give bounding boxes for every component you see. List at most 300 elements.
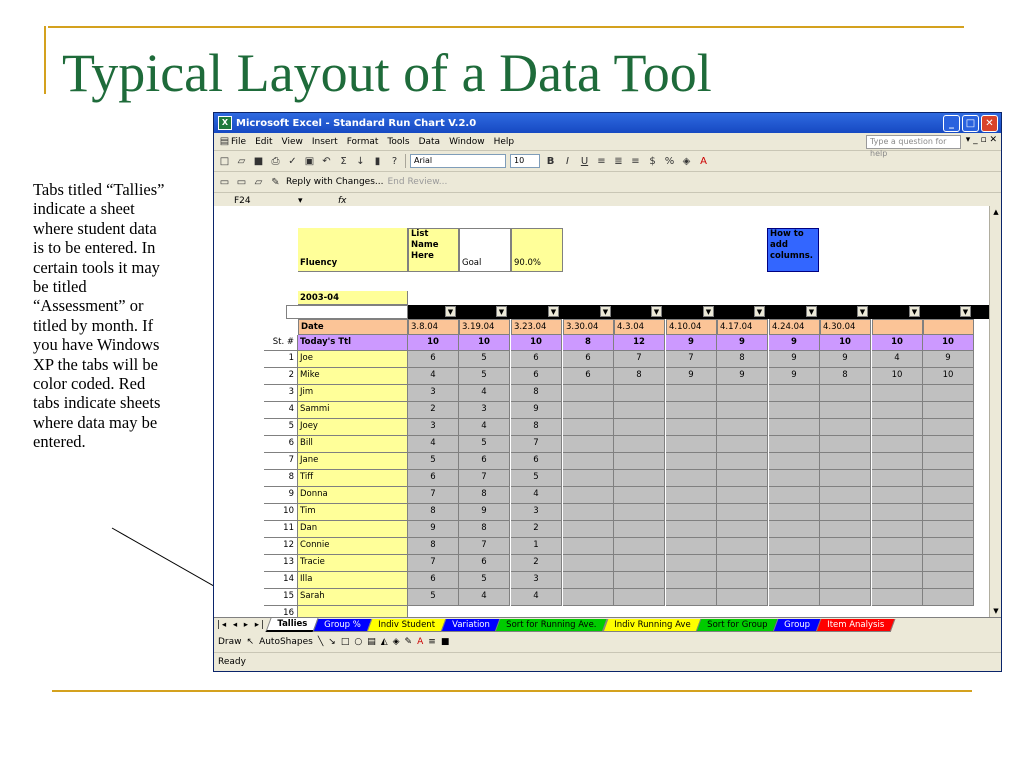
score-cell[interactable]: 7 bbox=[511, 436, 562, 453]
score-cell[interactable]: 6 bbox=[459, 555, 510, 572]
score-cell[interactable]: 6 bbox=[459, 453, 510, 470]
score-cell[interactable]: 3 bbox=[408, 419, 459, 436]
score-cell[interactable] bbox=[717, 419, 768, 436]
student-name[interactable]: Connie bbox=[298, 538, 408, 555]
student-name[interactable]: Mike bbox=[298, 368, 408, 385]
score-cell[interactable]: 6 bbox=[511, 368, 562, 385]
student-number[interactable]: 2 bbox=[264, 368, 298, 385]
student-number[interactable]: 9 bbox=[264, 487, 298, 504]
score-cell[interactable] bbox=[769, 402, 820, 419]
wordart-icon[interactable]: ◭ bbox=[380, 637, 388, 647]
score-cell[interactable]: 8 bbox=[511, 385, 562, 402]
score-cell[interactable] bbox=[666, 436, 717, 453]
score-cell[interactable]: 4 bbox=[459, 419, 510, 436]
menu-window[interactable]: Window bbox=[449, 136, 485, 147]
goal-value-cell[interactable]: 90.0% bbox=[511, 228, 563, 272]
student-name[interactable] bbox=[298, 606, 408, 617]
score-cell[interactable] bbox=[923, 385, 974, 402]
student-name[interactable]: Joe bbox=[298, 351, 408, 368]
score-cell[interactable]: 7 bbox=[666, 351, 717, 368]
score-cell[interactable] bbox=[872, 555, 923, 572]
filter-dropdown-icon[interactable]: ▼ bbox=[806, 306, 817, 317]
fill-color-icon-2[interactable]: ◈ bbox=[392, 637, 400, 647]
score-cell[interactable] bbox=[820, 385, 871, 402]
sort-icon[interactable]: ↓ bbox=[356, 155, 365, 167]
date-cell[interactable]: 3.19.04 bbox=[459, 319, 510, 335]
score-cell[interactable]: 6 bbox=[511, 453, 562, 470]
student-name[interactable]: Tiff bbox=[298, 470, 408, 487]
score-cell[interactable]: 2 bbox=[408, 402, 459, 419]
total-cell[interactable]: 9 bbox=[666, 335, 717, 351]
score-cell[interactable]: 8 bbox=[511, 419, 562, 436]
name-box[interactable]: F24 bbox=[234, 195, 251, 206]
sheet-tab-sort-for-running-ave[interactable] bbox=[495, 619, 608, 632]
score-cell[interactable] bbox=[563, 402, 614, 419]
score-cell[interactable]: 4 bbox=[408, 368, 459, 385]
score-cell[interactable]: 2 bbox=[511, 521, 562, 538]
student-number[interactable]: 14 bbox=[264, 572, 298, 589]
score-cell[interactable]: 7 bbox=[459, 538, 510, 555]
spreadsheet-grid[interactable] bbox=[214, 206, 989, 617]
scroll-down-icon[interactable]: ▼ bbox=[990, 605, 1002, 617]
score-cell[interactable]: 4 bbox=[872, 351, 923, 368]
score-cell[interactable] bbox=[666, 589, 717, 606]
score-cell[interactable] bbox=[666, 538, 717, 555]
score-cell[interactable]: 9 bbox=[769, 368, 820, 385]
filter-dropdown-icon[interactable]: ▼ bbox=[703, 306, 714, 317]
date-cell[interactable] bbox=[872, 319, 923, 335]
score-cell[interactable] bbox=[923, 555, 974, 572]
score-cell[interactable] bbox=[614, 487, 665, 504]
score-cell[interactable]: 7 bbox=[408, 555, 459, 572]
score-cell[interactable] bbox=[769, 521, 820, 538]
score-cell[interactable] bbox=[563, 504, 614, 521]
score-cell[interactable]: 5 bbox=[459, 351, 510, 368]
fill-color-icon[interactable]: ◈ bbox=[682, 155, 691, 167]
score-cell[interactable] bbox=[717, 487, 768, 504]
score-cell[interactable] bbox=[666, 453, 717, 470]
score-cell[interactable] bbox=[769, 504, 820, 521]
close-button[interactable]: ✕ bbox=[981, 115, 998, 132]
student-name[interactable]: Sarah bbox=[298, 589, 408, 606]
student-number[interactable]: 10 bbox=[264, 504, 298, 521]
menu-tools[interactable]: Tools bbox=[387, 136, 410, 147]
score-cell[interactable]: 2 bbox=[511, 555, 562, 572]
track-icon[interactable]: ✎ bbox=[271, 176, 280, 188]
review-icon-2[interactable]: ▭ bbox=[236, 176, 247, 188]
score-cell[interactable] bbox=[717, 589, 768, 606]
score-cell[interactable] bbox=[563, 470, 614, 487]
score-cell[interactable] bbox=[820, 521, 871, 538]
filter-dropdown-icon[interactable]: ▼ bbox=[651, 306, 662, 317]
score-cell[interactable] bbox=[614, 470, 665, 487]
score-cell[interactable] bbox=[614, 555, 665, 572]
score-cell[interactable] bbox=[717, 470, 768, 487]
date-cell[interactable]: 4.30.04 bbox=[820, 319, 871, 335]
score-cell[interactable]: 9 bbox=[923, 351, 974, 368]
menu-insert[interactable]: Insert bbox=[311, 136, 338, 147]
score-cell[interactable]: 3 bbox=[511, 572, 562, 589]
menu-file[interactable]: File bbox=[231, 136, 247, 147]
score-cell[interactable] bbox=[614, 419, 665, 436]
score-cell[interactable] bbox=[563, 538, 614, 555]
score-cell[interactable] bbox=[614, 504, 665, 521]
date-cell[interactable]: 4.10.04 bbox=[666, 319, 717, 335]
italic-button[interactable]: I bbox=[566, 155, 569, 167]
score-cell[interactable] bbox=[614, 436, 665, 453]
date-cell[interactable]: 4.17.04 bbox=[717, 319, 768, 335]
score-cell[interactable] bbox=[872, 572, 923, 589]
line-icon[interactable]: ╲ bbox=[317, 637, 324, 647]
score-cell[interactable] bbox=[614, 572, 665, 589]
date-cell[interactable]: 3.8.04 bbox=[408, 319, 459, 335]
score-cell[interactable] bbox=[872, 436, 923, 453]
review-icon[interactable]: ▭ bbox=[219, 176, 230, 188]
score-cell[interactable] bbox=[563, 453, 614, 470]
student-number[interactable]: 4 bbox=[264, 402, 298, 419]
student-name[interactable]: Joey bbox=[298, 419, 408, 436]
rectangle-icon[interactable]: □ bbox=[340, 637, 350, 647]
student-name[interactable]: Donna bbox=[298, 487, 408, 504]
score-cell[interactable] bbox=[717, 385, 768, 402]
score-cell[interactable]: 4 bbox=[511, 589, 562, 606]
percent-icon[interactable]: % bbox=[664, 155, 675, 167]
score-cell[interactable]: 5 bbox=[459, 572, 510, 589]
student-name[interactable]: Bill bbox=[298, 436, 408, 453]
score-cell[interactable]: 8 bbox=[717, 351, 768, 368]
score-cell[interactable]: 6 bbox=[408, 470, 459, 487]
total-cell[interactable]: 12 bbox=[614, 335, 665, 351]
score-cell[interactable]: 4 bbox=[459, 385, 510, 402]
score-cell[interactable]: 3 bbox=[459, 402, 510, 419]
student-name[interactable]: Jane bbox=[298, 453, 408, 470]
score-cell[interactable] bbox=[820, 453, 871, 470]
menu-edit[interactable]: Edit bbox=[255, 136, 273, 147]
score-cell[interactable]: 4 bbox=[408, 436, 459, 453]
save-icon[interactable]: ■ bbox=[253, 155, 264, 167]
score-cell[interactable] bbox=[563, 419, 614, 436]
total-cell[interactable]: 10 bbox=[408, 335, 459, 351]
document-icon[interactable]: ▤ bbox=[219, 136, 230, 147]
score-cell[interactable] bbox=[717, 521, 768, 538]
dropdown-icon[interactable]: ▾ bbox=[298, 195, 303, 206]
filter-dropdown-icon[interactable]: ▼ bbox=[496, 306, 507, 317]
sheet-tab-indiv-running-ave[interactable] bbox=[602, 619, 701, 632]
reply-with-changes-button[interactable]: Reply with Changes... bbox=[286, 177, 384, 187]
paste-icon[interactable]: ▣ bbox=[304, 155, 315, 167]
student-name[interactable]: Tim bbox=[298, 504, 408, 521]
sheet-tab-group[interactable] bbox=[313, 619, 372, 632]
line-style-icon[interactable]: ≡ bbox=[428, 637, 436, 647]
total-cell[interactable]: 10 bbox=[872, 335, 923, 351]
student-name[interactable]: Dan bbox=[298, 521, 408, 538]
new-icon[interactable]: □ bbox=[219, 155, 230, 167]
student-number[interactable]: 12 bbox=[264, 538, 298, 555]
score-cell[interactable] bbox=[666, 385, 717, 402]
score-cell[interactable] bbox=[614, 402, 665, 419]
total-cell[interactable]: 10 bbox=[511, 335, 562, 351]
score-cell[interactable] bbox=[717, 572, 768, 589]
line-color-icon[interactable]: ✎ bbox=[404, 637, 413, 647]
score-cell[interactable] bbox=[666, 419, 717, 436]
score-cell[interactable] bbox=[614, 521, 665, 538]
filter-dropdown-icon[interactable]: ▼ bbox=[857, 306, 868, 317]
chart-icon[interactable]: ▮ bbox=[374, 155, 381, 167]
score-cell[interactable] bbox=[769, 470, 820, 487]
score-cell[interactable] bbox=[563, 385, 614, 402]
score-cell[interactable] bbox=[614, 453, 665, 470]
score-cell[interactable]: 5 bbox=[459, 436, 510, 453]
score-cell[interactable] bbox=[614, 589, 665, 606]
filter-row-left[interactable] bbox=[286, 305, 408, 319]
score-cell[interactable]: 5 bbox=[408, 453, 459, 470]
score-cell[interactable]: 5 bbox=[511, 470, 562, 487]
score-cell[interactable] bbox=[820, 555, 871, 572]
score-cell[interactable]: 8 bbox=[459, 487, 510, 504]
score-cell[interactable]: 6 bbox=[408, 572, 459, 589]
help-search-input[interactable]: Type a question for help bbox=[866, 135, 961, 149]
score-cell[interactable]: 6 bbox=[563, 351, 614, 368]
document-controls[interactable]: ▾ _ ▫ ✕ bbox=[965, 135, 997, 145]
score-cell[interactable] bbox=[820, 538, 871, 555]
score-cell[interactable]: 7 bbox=[459, 470, 510, 487]
filter-dropdown-icon[interactable]: ▼ bbox=[960, 306, 971, 317]
end-review-button[interactable]: End Review... bbox=[387, 177, 448, 187]
score-cell[interactable] bbox=[923, 402, 974, 419]
font-color-icon-2[interactable]: A bbox=[417, 637, 424, 647]
font-size-select[interactable]: 10 bbox=[510, 154, 540, 168]
score-cell[interactable]: 9 bbox=[820, 351, 871, 368]
help-icon[interactable]: ? bbox=[391, 155, 398, 167]
score-cell[interactable] bbox=[717, 555, 768, 572]
menu-data[interactable]: Data bbox=[418, 136, 441, 147]
score-cell[interactable] bbox=[666, 504, 717, 521]
filter-dropdown-icon[interactable]: ▼ bbox=[909, 306, 920, 317]
open-icon[interactable]: ▱ bbox=[237, 155, 246, 167]
score-cell[interactable]: 6 bbox=[408, 351, 459, 368]
score-cell[interactable] bbox=[563, 555, 614, 572]
score-cell[interactable]: 9 bbox=[459, 504, 510, 521]
currency-icon[interactable]: $ bbox=[649, 155, 656, 167]
score-cell[interactable]: 9 bbox=[511, 402, 562, 419]
year-cell[interactable]: 2003-04 bbox=[298, 291, 408, 305]
maximize-button[interactable]: □ bbox=[962, 115, 979, 132]
total-cell[interactable]: 8 bbox=[563, 335, 614, 351]
minimize-button[interactable]: _ bbox=[943, 115, 960, 132]
date-cell[interactable]: 4.3.04 bbox=[614, 319, 665, 335]
student-name[interactable]: Tracie bbox=[298, 555, 408, 572]
score-cell[interactable]: 5 bbox=[459, 368, 510, 385]
shadow-icon[interactable]: ■ bbox=[440, 637, 450, 647]
filter-dropdown-icon[interactable]: ▼ bbox=[548, 306, 559, 317]
score-cell[interactable]: 6 bbox=[511, 351, 562, 368]
score-cell[interactable]: 10 bbox=[923, 368, 974, 385]
arrow-icon[interactable]: ↘ bbox=[328, 637, 336, 647]
score-cell[interactable] bbox=[717, 538, 768, 555]
score-cell[interactable] bbox=[769, 487, 820, 504]
score-cell[interactable] bbox=[923, 470, 974, 487]
score-cell[interactable] bbox=[666, 402, 717, 419]
score-cell[interactable] bbox=[872, 419, 923, 436]
undo-icon[interactable]: ↶ bbox=[322, 155, 331, 167]
score-cell[interactable] bbox=[872, 538, 923, 555]
textbox-icon[interactable]: ▤ bbox=[367, 637, 376, 647]
list-name-cell[interactable]: List Name Here bbox=[408, 228, 459, 272]
underline-button[interactable]: U bbox=[580, 155, 589, 167]
score-cell[interactable] bbox=[769, 572, 820, 589]
autosum-icon[interactable]: Σ bbox=[340, 155, 347, 167]
score-cell[interactable] bbox=[923, 504, 974, 521]
score-cell[interactable] bbox=[872, 521, 923, 538]
student-number[interactable]: 13 bbox=[264, 555, 298, 572]
score-cell[interactable]: 8 bbox=[408, 538, 459, 555]
oval-icon[interactable]: ○ bbox=[354, 637, 363, 647]
score-cell[interactable] bbox=[563, 436, 614, 453]
score-cell[interactable]: 4 bbox=[459, 589, 510, 606]
score-cell[interactable]: 7 bbox=[614, 351, 665, 368]
stnum-header[interactable]: St. # bbox=[264, 335, 298, 351]
score-cell[interactable] bbox=[923, 521, 974, 538]
tab-navigation[interactable]: |◂ ◂ ▸ ▸| bbox=[217, 620, 266, 630]
score-cell[interactable] bbox=[872, 453, 923, 470]
select-pointer-icon[interactable]: ↖ bbox=[246, 637, 255, 647]
date-cell[interactable]: 4.24.04 bbox=[769, 319, 820, 335]
score-cell[interactable]: 1 bbox=[511, 538, 562, 555]
filter-dropdown-icon[interactable]: ▼ bbox=[600, 306, 611, 317]
score-cell[interactable] bbox=[923, 487, 974, 504]
vertical-scrollbar[interactable] bbox=[989, 206, 1002, 617]
student-number[interactable]: 5 bbox=[264, 419, 298, 436]
score-cell[interactable] bbox=[769, 436, 820, 453]
student-number[interactable]: 8 bbox=[264, 470, 298, 487]
student-number[interactable]: 1 bbox=[264, 351, 298, 368]
student-number[interactable]: 6 bbox=[264, 436, 298, 453]
score-cell[interactable] bbox=[872, 402, 923, 419]
score-cell[interactable] bbox=[769, 555, 820, 572]
how-to-add-columns-button[interactable]: How to add columns. bbox=[767, 228, 819, 272]
score-cell[interactable] bbox=[923, 589, 974, 606]
score-cell[interactable] bbox=[614, 538, 665, 555]
draw-menu[interactable]: Draw bbox=[218, 637, 242, 647]
student-name[interactable]: Illa bbox=[298, 572, 408, 589]
fluency-cell[interactable]: Fluency bbox=[298, 228, 408, 272]
sheet-tab-sort-for-group[interactable] bbox=[696, 619, 779, 632]
score-cell[interactable] bbox=[923, 436, 974, 453]
score-cell[interactable] bbox=[820, 436, 871, 453]
score-cell[interactable]: 3 bbox=[511, 504, 562, 521]
total-cell[interactable]: 9 bbox=[717, 335, 768, 351]
score-cell[interactable]: 3 bbox=[408, 385, 459, 402]
date-header[interactable]: Date bbox=[298, 319, 408, 335]
score-cell[interactable] bbox=[820, 504, 871, 521]
total-cell[interactable]: 10 bbox=[820, 335, 871, 351]
score-cell[interactable]: 9 bbox=[769, 351, 820, 368]
score-cell[interactable] bbox=[666, 470, 717, 487]
score-cell[interactable]: 10 bbox=[872, 368, 923, 385]
score-cell[interactable] bbox=[717, 504, 768, 521]
date-cell[interactable]: 3.23.04 bbox=[511, 319, 562, 335]
score-cell[interactable]: 9 bbox=[666, 368, 717, 385]
sheet-tab-indiv-student[interactable] bbox=[366, 619, 446, 632]
score-cell[interactable]: 5 bbox=[408, 589, 459, 606]
align-left-icon[interactable]: ≡ bbox=[597, 155, 606, 167]
score-cell[interactable] bbox=[717, 436, 768, 453]
bold-button[interactable]: B bbox=[546, 155, 555, 167]
score-cell[interactable] bbox=[769, 385, 820, 402]
score-cell[interactable] bbox=[717, 402, 768, 419]
font-name-select[interactable]: Arial bbox=[410, 154, 506, 168]
filter-dropdown-icon[interactable]: ▼ bbox=[445, 306, 456, 317]
score-cell[interactable] bbox=[666, 572, 717, 589]
score-cell[interactable] bbox=[923, 453, 974, 470]
score-cell[interactable] bbox=[563, 521, 614, 538]
date-cell[interactable]: 3.30.04 bbox=[563, 319, 614, 335]
score-cell[interactable] bbox=[820, 402, 871, 419]
student-number[interactable]: 15 bbox=[264, 589, 298, 606]
score-cell[interactable] bbox=[923, 538, 974, 555]
menu-view[interactable]: View bbox=[281, 136, 303, 147]
print-icon[interactable]: ⎙ bbox=[271, 155, 280, 167]
menu-help[interactable]: Help bbox=[493, 136, 515, 147]
score-cell[interactable] bbox=[872, 385, 923, 402]
student-number[interactable]: 3 bbox=[264, 385, 298, 402]
date-cell[interactable] bbox=[923, 319, 974, 335]
score-cell[interactable]: 8 bbox=[614, 368, 665, 385]
score-cell[interactable]: 7 bbox=[408, 487, 459, 504]
scroll-up-icon[interactable]: ▲ bbox=[990, 206, 1002, 218]
autoshapes-menu[interactable]: AutoShapes bbox=[259, 637, 313, 647]
score-cell[interactable]: 6 bbox=[563, 368, 614, 385]
score-cell[interactable] bbox=[666, 521, 717, 538]
student-name[interactable]: Sammi bbox=[298, 402, 408, 419]
score-cell[interactable] bbox=[769, 453, 820, 470]
comment-icon[interactable]: ▱ bbox=[254, 176, 263, 188]
total-cell[interactable]: 10 bbox=[923, 335, 974, 351]
score-cell[interactable] bbox=[872, 487, 923, 504]
sheet-tab-tallies[interactable] bbox=[265, 618, 318, 632]
student-number[interactable]: 11 bbox=[264, 521, 298, 538]
total-cell[interactable]: 10 bbox=[459, 335, 510, 351]
score-cell[interactable] bbox=[820, 572, 871, 589]
score-cell[interactable] bbox=[820, 419, 871, 436]
score-cell[interactable] bbox=[666, 555, 717, 572]
score-cell[interactable] bbox=[820, 487, 871, 504]
score-cell[interactable]: 8 bbox=[408, 504, 459, 521]
todays-total-header[interactable]: Today's Ttl bbox=[298, 335, 408, 351]
font-color-icon[interactable]: A bbox=[700, 155, 707, 167]
score-cell[interactable] bbox=[563, 487, 614, 504]
score-cell[interactable] bbox=[872, 504, 923, 521]
sheet-tab-variation[interactable] bbox=[440, 619, 500, 632]
sheet-tab-group[interactable] bbox=[773, 619, 822, 632]
score-cell[interactable] bbox=[820, 470, 871, 487]
student-number[interactable]: 16 bbox=[264, 606, 298, 617]
score-cell[interactable] bbox=[717, 453, 768, 470]
total-cell[interactable]: 9 bbox=[769, 335, 820, 351]
goal-label-cell[interactable]: Goal bbox=[459, 228, 511, 272]
score-cell[interactable] bbox=[923, 419, 974, 436]
score-cell[interactable] bbox=[614, 385, 665, 402]
spelling-icon[interactable]: ✓ bbox=[288, 155, 297, 167]
score-cell[interactable] bbox=[666, 487, 717, 504]
score-cell[interactable] bbox=[769, 419, 820, 436]
score-cell[interactable]: 9 bbox=[408, 521, 459, 538]
score-cell[interactable] bbox=[872, 470, 923, 487]
score-cell[interactable]: 9 bbox=[717, 368, 768, 385]
sheet-tab-item-analysis[interactable] bbox=[816, 619, 896, 632]
score-cell[interactable]: 8 bbox=[459, 521, 510, 538]
align-right-icon[interactable]: ≡ bbox=[631, 155, 640, 167]
